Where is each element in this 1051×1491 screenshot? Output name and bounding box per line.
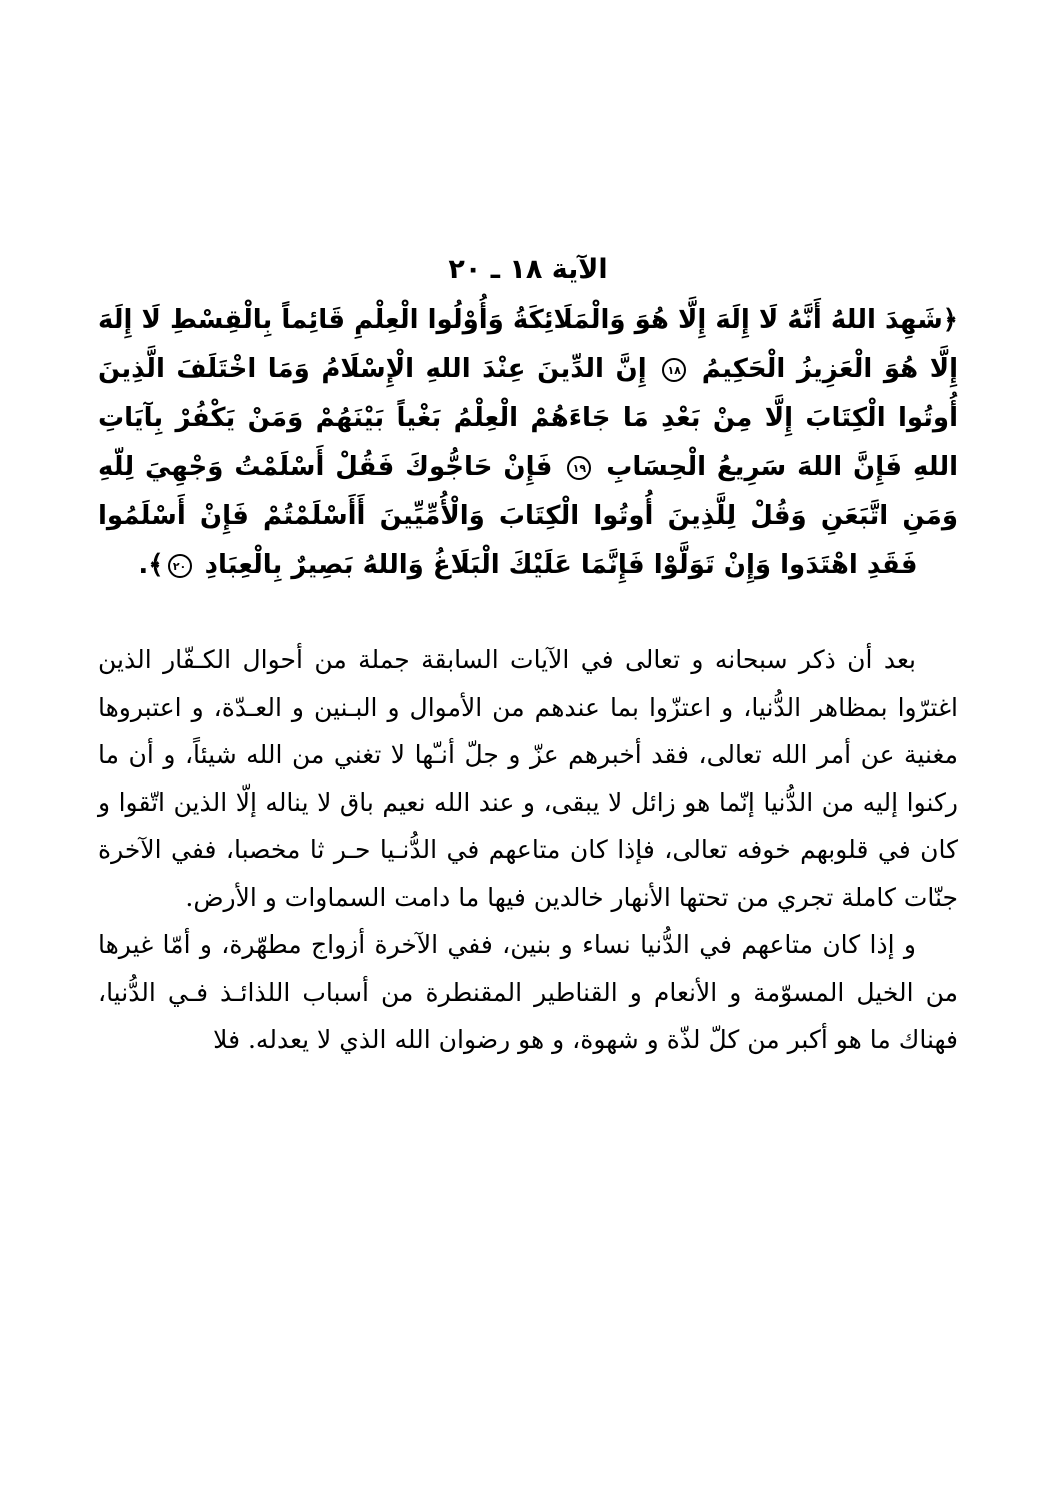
quran-verse-block <box>98 296 958 590</box>
ayah-number-marker-18: ١٨ <box>662 358 686 382</box>
commentary-paragraph-2: و إذا كان متاعهم في الدُّنيا نساء و بنين، ففي الآخرة أزواج مطهّرة، و أمّا غيرها من الخيل المسوّمة و الأنعام و القناطير المقنطرة من أسباب اللذائـذ فـي الدُّنيا، فهناك ما هو أكبر من كلّ لذّة و شهوة، و هو رضوان الله الذي لا يعدله. فلا <box>98 930 958 1054</box>
verse-closing-bracket: ﴾. <box>138 550 164 580</box>
verse-text-part-1: ﴿شَهِدَ اللهُ أَنَّهُ لَا إِلَهَ إِلَّا هُوَ وَالْمَلَائِكَةُ وَأُوْلُوا الْعِلْمِ قَائِماً بِالْقِسْطِ لَا إِلَهَ إِلَّا هُوَ الْعَزِيزُ الْحَكِيمُ <box>98 305 958 384</box>
verse-text-part-3: فَإِنْ حَاجُّوكَ فَقُلْ أَسْلَمْتُ وَجْهِيَ لِلّهِ وَمَنِ اتَّبَعَنِ وَقُلْ لِلَّذِينَ أُوتُوا الْكِتَابَ وَالْأُمِّيِّينَ أَأَسْلَمْتُمْ فَإِنْ أَسْلَمُوا فَقَدِ اهْتَدَوا وَإِنْ تَوَلَّوْا فَإِنَّمَا عَلَيْكَ الْبَلَاغُ وَاللهُ بَصِيرٌ بِالْعِبَادِ <box>98 452 958 580</box>
ayah-number-marker-19: ١٩ <box>567 456 591 480</box>
verse-range-heading: الآية ١٨ ـ ٢٠ <box>448 254 608 285</box>
page-content <box>98 250 958 1064</box>
verse-text-part-2: إِنَّ الدِّينَ عِنْدَ اللهِ الْإِسْلَامُ وَمَا اخْتَلَفَ الَّذِينَ أُوتُوا الْكِتَابَ إِلَّا مِنْ بَعْدِ مَا جَاءَهُمْ الْعِلْمُ بَغْياً بَيْنَهُمْ وَمَنْ يَكْفُرْ بِآيَاتِ اللهِ فَإِنَّ اللهَ سَرِيعُ الْحِسَابِ <box>98 354 958 482</box>
ayah-number-marker-20: ٢٠ <box>168 554 192 578</box>
commentary-paragraph-1: بعد أن ذكر سبحانه و تعالى في الآيات السابقة جملة من أحوال الكـفّار الذين اغترّوا بمظاهر الدُّنيا، و اعتزّوا بما عندهم من الأموال و البـنين و العـدّة، و اعتبروها مغنية عن أمر الله تعالى، فقد أخبرهم عزّ و جلّ أنـّها لا تغني من الله شيئاً، و أن ما ركنوا إليه من الدُّنيا إنّما هو زائل لا يبقى، و عند الله نعيم باق لا يناله إلّا الذين اتّقوا و كان في قلوبهم خوفه تعالى، فإذا كان متاعهم في الدُّنـيا حـر ثا مخصبا، ففي الآخرة جنّات كاملة تجري من تحتها الأنهار خالدين فيها ما دامت السماوات و الأرض. <box>98 645 958 912</box>
commentary-section <box>98 636 958 1064</box>
